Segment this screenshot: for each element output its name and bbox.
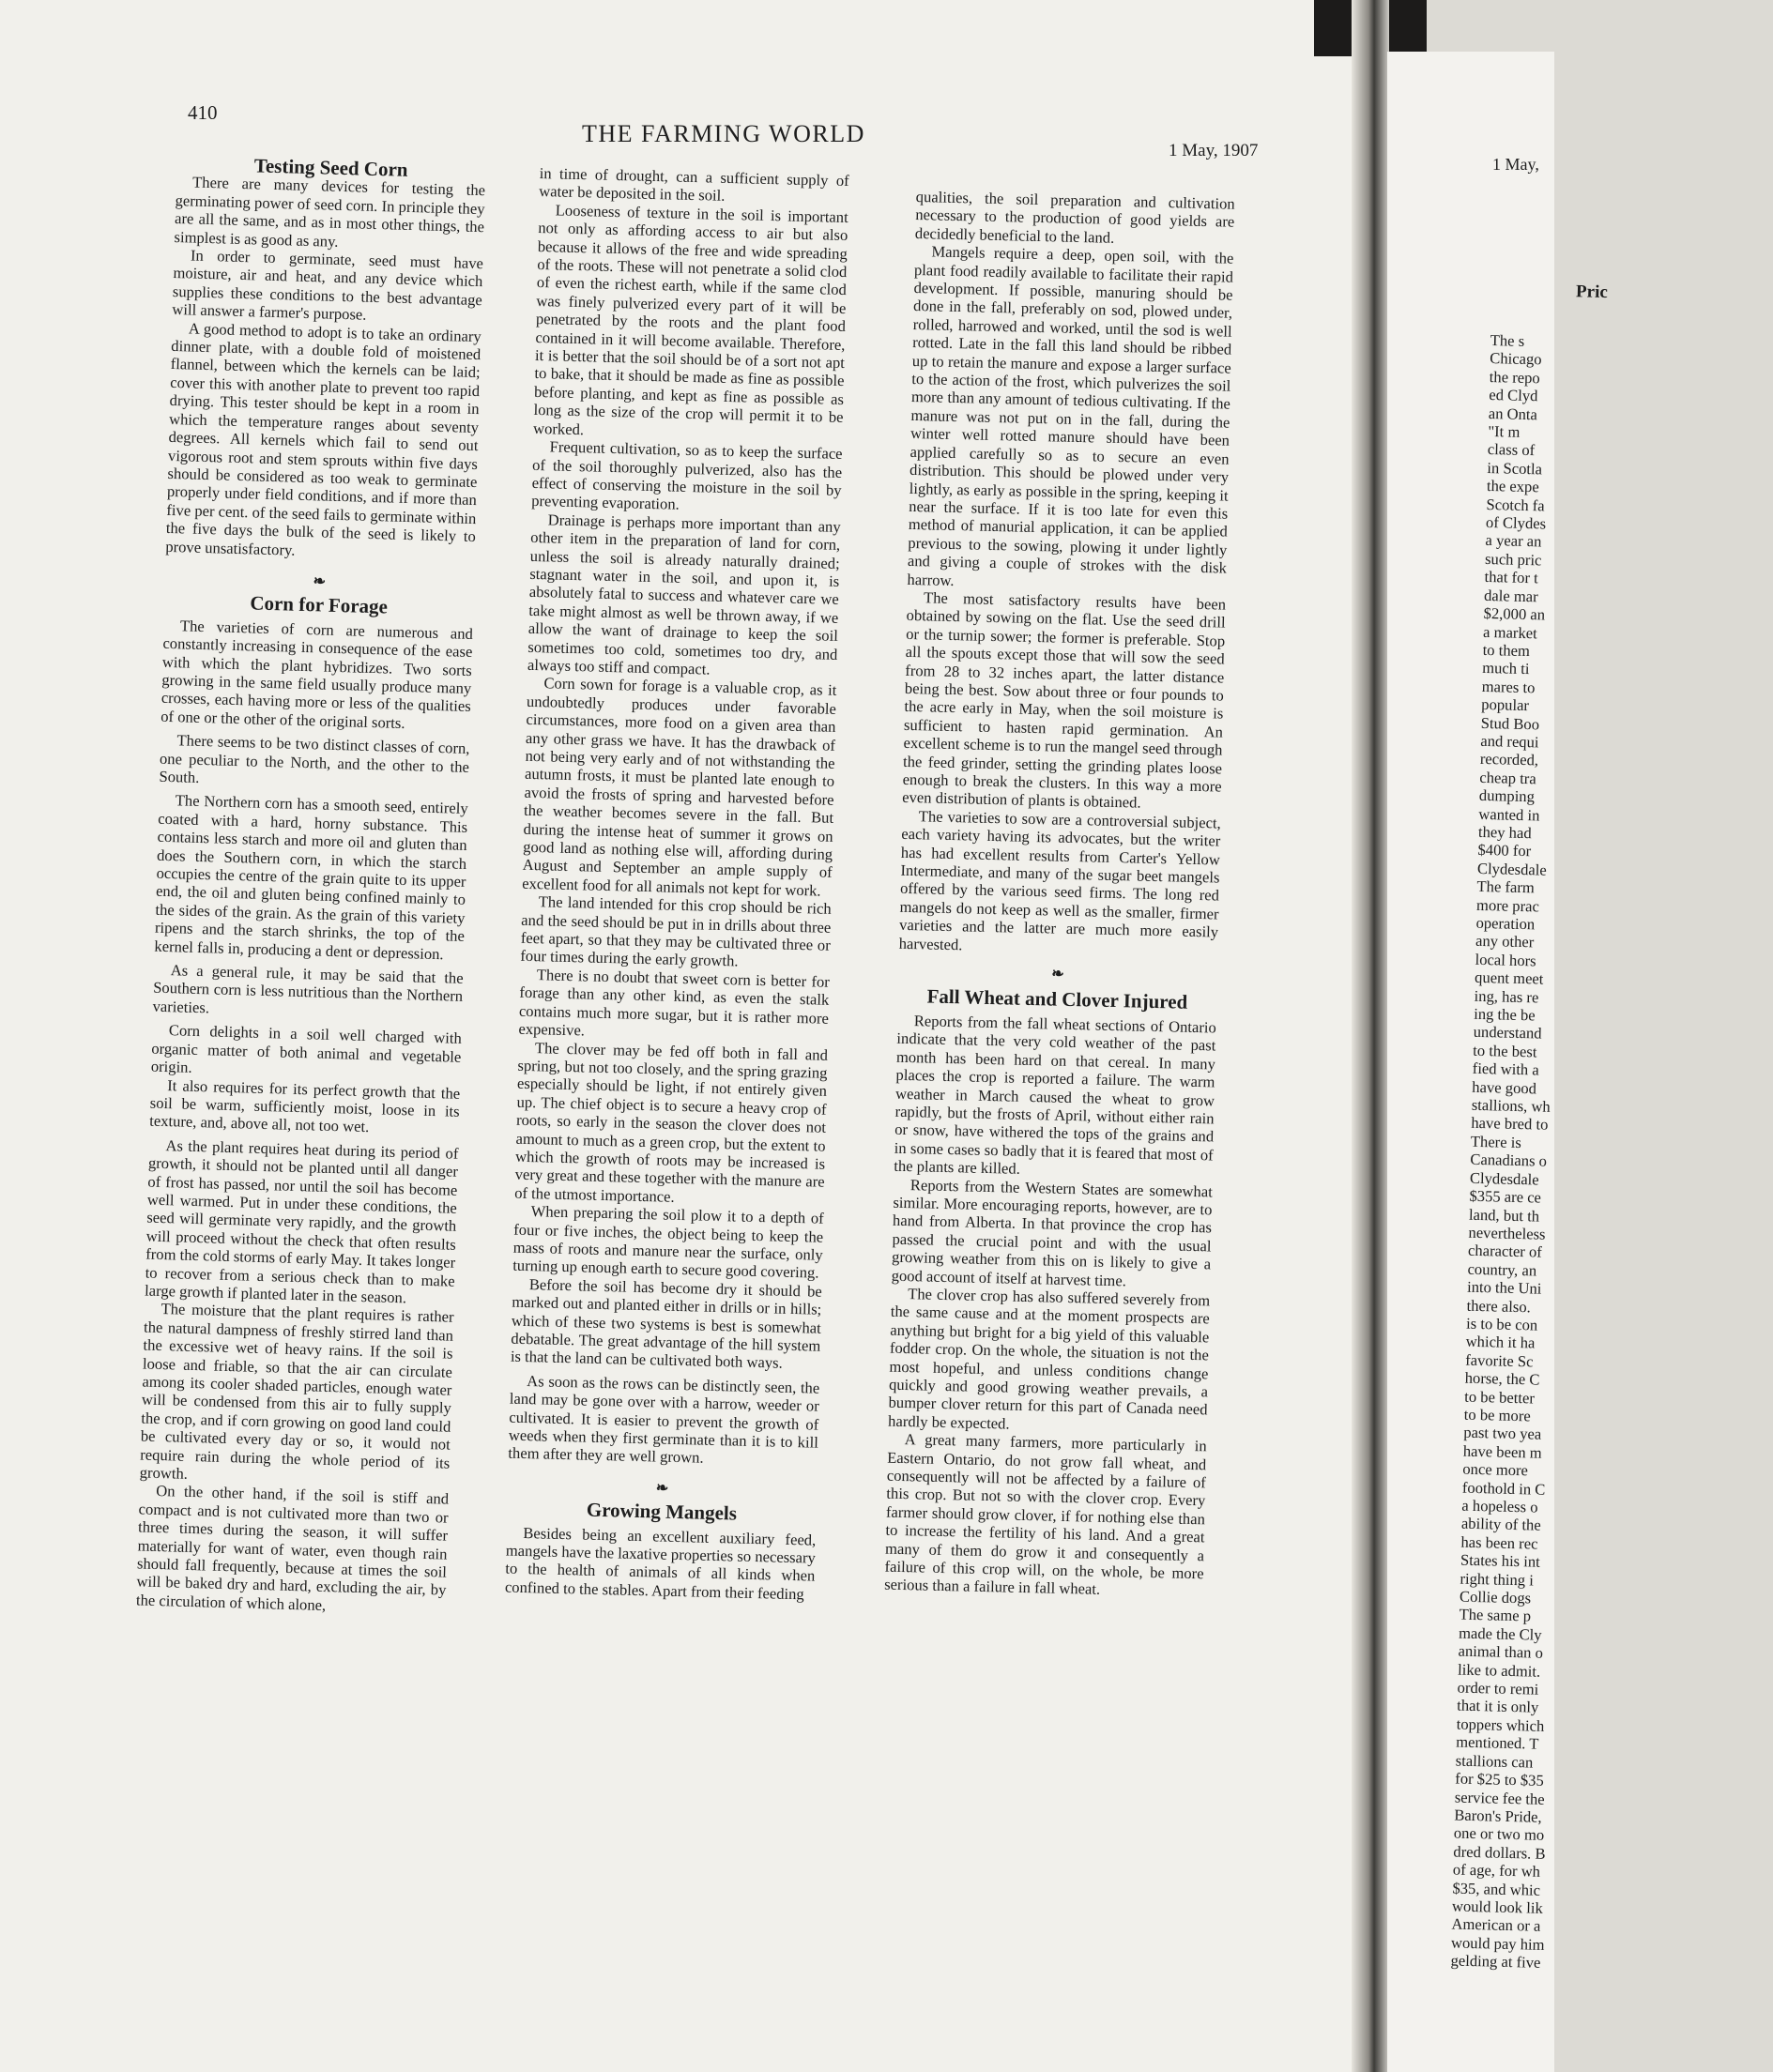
facing-page-line: foothold in C (1461, 1478, 1546, 1499)
paragraph: It also requires for its perfect growth that the soil be warm, sufficiently moist, loose in its texture, and, above all, not too wet. (148, 1075, 461, 1136)
facing-page-line: Chicago (1490, 349, 1542, 369)
column-3 (884, 188, 1235, 1601)
facing-page-line: horse, the C (1464, 1368, 1540, 1389)
paragraph: Corn sown for forage is a valuable crop, as it undoubtedly produces under favorable circumstances, more food on a given area than any other grass we have. It has the drawback of not being very early and of not withstanding the autumn frosts, it must be planted late enough to avoid the frosts of spring and harvested before the weather becomes severe in the fall. But during the intense heat of summer it grows on good land as nothing else will, affording during August and September an ample supply of excellent food for all animals not kept for work. (522, 674, 837, 900)
facing-page-line: animal than o (1458, 1641, 1544, 1663)
facing-page-line: mentioned. T (1456, 1732, 1539, 1753)
section-ornament: ❧ (313, 573, 327, 590)
facing-page-line: nevertheless (1468, 1223, 1546, 1243)
facing-page-line: $400 for (1477, 841, 1532, 861)
paragraph: The clover crop has also suffered severely from the same cause and at the moment prospects are anything but bright for a big yield of this valuable fodder crop. On the whole, the situation is not the most hopeful, and unless conditions change quickly and good growing weather prevails, a bumper clover return for this part of Canada need hardly be expected. (887, 1285, 1211, 1433)
facing-page-line: of Clydes (1485, 513, 1547, 533)
paragraph: As soon as the rows can be distinctly seen, the land may be gone over with a harrow, weeder or cultivated. It is easier to prevent the growth of weeds when they first germinate than it is to kill them after they are well grown. (508, 1371, 820, 1468)
facing-page-line: There is (1470, 1132, 1522, 1151)
paragraph: A great many farmers, more particularly in Eastern Ontario, do not grow fall wheat, and consequently will not be affected by a failure of this crop. But not so with the clover crop. Every farmer should grow clover, if for nothing else than to increase the fertility of his land. And a great many of them do grow it and consequently a failure of this crop will, on the whole, be more serious than a failure in fall wheat. (884, 1430, 1207, 1599)
facing-page-line: dred dollars. B (1453, 1842, 1546, 1863)
facing-page-line: country, an (1467, 1259, 1537, 1280)
facing-page-line: Collie dogs (1459, 1587, 1532, 1607)
facing-page-line: Clydesdale (1476, 859, 1547, 879)
facing-page-line: The farm (1476, 877, 1536, 897)
facing-page (1387, 52, 1609, 2072)
facing-page-line: fied with a (1472, 1059, 1539, 1079)
paragraph: On the other hand, if the soil is stiff and compact and is not cultivated more than two or three times during the season, it will suffer materially for want of water, even though rain should fall frequently, because at times the soil will be baked dry and hard, excluding the air, by the circulation of which alone, (135, 1482, 450, 1614)
facing-page-line: to them (1482, 640, 1531, 661)
column-1 (136, 155, 486, 1618)
facing-page-line: stallions, wh (1471, 1095, 1551, 1116)
facing-page-line: American or a (1451, 1914, 1541, 1936)
facing-page-line: more prac (1475, 895, 1540, 916)
facing-page-line: Scotch fa (1486, 495, 1545, 515)
facing-page-line: such pric (1484, 549, 1542, 570)
facing-page-line: ability of the (1460, 1515, 1541, 1535)
facing-page-date: 1 May, (1492, 155, 1539, 174)
facing-page-line: have been m (1462, 1441, 1542, 1462)
facing-page-line: a market (1482, 622, 1537, 642)
facing-page-line: dumping (1478, 786, 1536, 806)
paragraph: Reports from the Western States are somewhat similar. More encouraging reports, however, are to hand from Alberta. In that province the crop has passed the crucial point and with the usual growing weather from this on is likely to give a good account of itself at harvest time. (891, 1175, 1214, 1289)
paragraph: The clover may be fed off both in fall and spring, but not too closely, and the spring grazing especially should be light, if not entirely given up. The chief object is to secure a heavy crop of roots, so early in the season the clover does not amount to much as a green crop, but the extent to which the growth of roots may be increased is very great and these together with the manure are of the utmost importance. (513, 1038, 829, 1206)
facing-page-line: wanted in (1478, 804, 1540, 824)
paragraph: Frequent cultivation, so as to keep the surface of the soil thoroughly pulverized, also has the effect of conserving the moisture in the soil by preventing evaporation. (531, 437, 843, 514)
facing-page-line: a year an (1485, 531, 1542, 551)
facing-page-line: has been rec (1460, 1532, 1538, 1553)
facing-page-line: an Onta (1488, 404, 1538, 423)
paragraph: The most satisfactory results have been obtained by sowing on the flat. Use the seed drill or the turnip sower; the former is preferable. Stop all the spouts except those that will sow the seed from 28 to 32 inches apart, the latter distance being the best. Sow about three or four pounds to the acre early in May, when the soil moisture is sufficient to hasten rapid germination. An excellent scheme is to run the mangel seed through the feed grinder, setting the grinding plates loose enough to break the clusters. In this way a more even distribution of plants is obtained. (902, 588, 1227, 813)
heading-fall-wheat-clover: Fall Wheat and Clover Injured (926, 984, 1188, 1014)
facing-page-line: like to admit. (1457, 1660, 1541, 1681)
paragraph: Mangels require a deep, open soil, with the plant food readily available to facilitate their rapid development. If possible, manuring should be done in the fall, preferably on sod, plowed under, rolled, harrowed and worked, until the sod is well rotted. Late in the fall this land should be ribbed up to retain the manure and expose a larger surface to the action of the frost, which pulverizes the soil more than any amount of tedious cultivating. If the manure was not put on in the fall, during the winter well rotted manure should have been applied carefully so as to secure an even distribution. This should be plowed under very lightly, as early as possible in the spring, keeping it near the surface. If it is too late for even this method of manurial application, it can be applied previous to the sowing, plowing it under lightly and giving a couple of strokes with the disk harrow. (907, 242, 1234, 589)
facing-page-line: any other (1475, 932, 1535, 952)
paragraph: There are many devices for testing the germinating power of seed corn. In principle they are all the same, and as in most other things, the simplest is as good as any. (174, 173, 486, 251)
facing-page-line: ing, has re (1474, 986, 1539, 1007)
paragraph: qualities, the soil preparation and cultivation necessary to the production of good yields are decidedly beneficial to the land. (914, 188, 1235, 247)
facing-page-line: class of (1487, 440, 1536, 460)
paragraph: Corn delights in a soil well charged with organic matter of both animal and vegetable origin. (150, 1021, 463, 1076)
paragraph: in time of drought, can a sufficient supply of water be deposited in the soil. (539, 164, 849, 206)
facing-page-line: favorite Sc (1464, 1350, 1534, 1371)
facing-page-lines (1450, 331, 1772, 1976)
heading-corn-for-forage: Corn for Forage (250, 591, 389, 618)
facing-page-line: $35, and whic (1452, 1879, 1541, 1899)
facing-page-line: that it is only (1456, 1697, 1539, 1717)
facing-page-line: there also. (1466, 1296, 1532, 1316)
issue-date: 1 May, 1907 (1169, 141, 1259, 160)
facing-page-line: $2,000 an (1483, 604, 1546, 624)
facing-page-line: "It m (1488, 422, 1521, 441)
column-2 (505, 164, 849, 1604)
facing-page-line: the repo (1489, 367, 1540, 388)
facing-page-line: stallions can (1455, 1751, 1534, 1772)
section-ornament: ❧ (655, 1480, 669, 1497)
facing-page-line: which it ha (1465, 1333, 1536, 1352)
running-title: THE FARMING WORLD (582, 120, 865, 147)
paragraph: Reports from the fall wheat sections of Ontario indicate that the very cold weather of the past month has been hard on that cereal. In many places the crop is reported a failure. The warm weather in March caused the wheat to grow rapidly, but the frosts of April, without either rain or snow, have withered the tops of the grains and in some cases so badly that it is feared that most of the plants are killed. (894, 1012, 1216, 1178)
facing-page-line: Canadians o (1470, 1150, 1548, 1171)
section-ornament: ❧ (1051, 966, 1064, 983)
facing-page-line: cheap tra (1479, 768, 1536, 788)
facing-page-line: the expe (1486, 477, 1539, 496)
facing-page-line: The s (1490, 331, 1525, 350)
facing-page-line: is to be con (1465, 1314, 1538, 1334)
heading-testing-seed-corn: Testing Seed Corn (253, 154, 408, 181)
paragraph: The varieties of corn are numerous and constantly increasing in consequence of the ease with which the plant hybridizes. Two sorts growing in the same field usually produce many crosses, each having more or less of the qualities of one or the other of the original sorts. (160, 617, 474, 732)
facing-page-line: one or two mo (1453, 1823, 1545, 1845)
paragraph: Drainage is perhaps more important than any other item in the preparation of land for corn, unless the soil is already naturally drained; stagnant water in the soil, and upon it, is absolutely fatal to success and whatever care we take might almost as well be thrown away, if we allow the want of drainage to keep the soil sometimes too cold, sometimes too dry, and always too stiff and compact. (527, 510, 841, 678)
facing-page-line: service fee the (1454, 1788, 1545, 1808)
paragraph: A good method to adopt is to take an ordinary dinner plate, with a double fold of moistened flannel, between which the kernels can be laid; cover this with another plate to prevent too rapid drying. This tester should be kept in a room in which the temperature ranges about seventy degrees. All kernels which fail to send out vigorous root and stem sprouts within five days should be considered as too weak to germinate properly under field conditions, and if more than five per cent. of the seed fails to germinate within the five days the bulk of the seed is likely to prove unsatisfactory. (165, 319, 481, 559)
facing-page-heading: Pric (1575, 282, 1609, 303)
facing-page-line: gelding at five (1450, 1951, 1541, 1972)
facing-page-line: toppers which (1456, 1714, 1545, 1735)
facing-page-line: recorded, (1479, 750, 1539, 769)
paragraph: There is no doubt that sweet corn is better for forage than any other kind, as even the stalk contains much more sugar, but it is rather more expensive. (518, 966, 831, 1040)
facing-page-line: order to remi (1457, 1678, 1539, 1699)
heading-growing-mangels: Growing Mangels (586, 1498, 738, 1525)
facing-page-line: have bred to (1471, 1114, 1549, 1135)
facing-page-line: dale mar (1483, 586, 1538, 606)
facing-page-line: mares to (1481, 677, 1536, 696)
paragraph: Looseness of texture in the soil is important not only as affording access to air but also because it allows of the free and wide spreading of the roots. These will not penetrate a solid clod of even the richest earth, while if the same clod was finely pulverized every part of it will be penetrated by the roots and the plant food contained in it will become available. Therefore, it is better that the soil should be of a sort not apt to bake, that it should be made as fine as possible before planting, and kept as fine as possible as long as the size of the crop will permit it to be worked. (532, 201, 848, 438)
facing-page-line: Stud Boo (1480, 713, 1540, 733)
facing-page-line: Clydesdale (1469, 1168, 1539, 1189)
paragraph: The varieties to sow are a controversial subject, each variety having its advocates, but the writer has had excellent results from Carter's Yellow Intermediate, and many of the sugar beet mangels offered by the various seed firms. The long red mangels do not keep as well as the smaller, firmer varieties and the latter are much more easily harvested. (898, 807, 1221, 953)
facing-page-line: States his int (1460, 1550, 1541, 1571)
facing-page-line: operation (1475, 913, 1536, 934)
facing-page-line: character of (1467, 1242, 1543, 1261)
paragraph: The moisture that the plant requires is rather the natural dampness of freshly stirred land than the excessive wet of heavy rains. If the soil is loose and friable, so that the air can circulate among its cooler shaded particles, enough water will be condensed from this air to fully supply the crop, and if corn growing on good land could be cultivated every day or so, it would not require rain during the whole period of its growth. (139, 1300, 454, 1483)
page-number: 410 (188, 101, 218, 124)
facing-page-line: to be better (1464, 1387, 1536, 1408)
facing-page-line: to be more (1463, 1405, 1531, 1425)
facing-page-line: into the Uni (1466, 1277, 1542, 1298)
facing-page-line: and requi (1480, 731, 1539, 752)
facing-page-line: right thing i (1460, 1569, 1535, 1590)
facing-page-line: a hopeless o (1461, 1496, 1538, 1516)
facing-page-line: have good (1472, 1077, 1537, 1098)
facing-page-line: they had (1477, 822, 1532, 843)
facing-page-line: much ti (1482, 659, 1530, 678)
facing-page-line: ing the be (1473, 1004, 1536, 1025)
facing-page-line: understand (1473, 1023, 1542, 1043)
facing-page-line: past two yea (1463, 1424, 1542, 1444)
paragraph: When preparing the soil plow it to a depth of four or five inches, the object being to keep the mass of roots and manure near the surface, only turning up enough earth to secure good covering. (512, 1202, 824, 1282)
facing-page-line: land, but th (1468, 1205, 1540, 1226)
paragraph: As the plant requires heat during its period of growth, it should not be planted until all danger of frost has passed, nor until the soil has become well warmed. Put in under these conditions, the seed will germinate very rapidly, and the growth will proceed without the check that often results from the cold storms of early May. It takes longer to recover from a serious check than to make large growth if planted later in the season. (144, 1135, 459, 1307)
facing-page-line: would pay him (1450, 1933, 1545, 1954)
facing-page-line: Baron's Pride, (1454, 1805, 1542, 1826)
paragraph: Besides being an excellent auxiliary feed, mangels have the laxative properties so necessary to the health of animals of all kinds when confined to the stables. Apart from their feeding (504, 1523, 817, 1604)
facing-page-line: once more (1462, 1459, 1529, 1480)
facing-page-line: popular (1481, 695, 1530, 715)
facing-page-line: ed Clyd (1489, 386, 1538, 405)
facing-page-line: quent meet (1474, 968, 1544, 988)
paragraph: Before the soil has become dry it should be marked out and planted either in drills or in hills; which of these two systems is best is somewhat debatable. The great advantage of the hill system is that the land can be cultivated both ways. (510, 1274, 822, 1373)
facing-page-line: for $25 to $35 (1455, 1769, 1544, 1790)
facing-page-line: that for t (1484, 568, 1538, 587)
paragraph: The land intended for this crop should be rich and the seed should be put in in drills about three feet apart, so that they may be cultivated three or four times during the early growth. (520, 892, 832, 970)
facing-page-line: would look lik (1451, 1897, 1544, 1917)
facing-page-line: The same p (1459, 1606, 1532, 1625)
paragraph: As a general rule, it may be said that the Southern corn is less nutritious than the Northern varieties. (152, 961, 464, 1017)
facing-page-line: $355 are ce (1469, 1186, 1542, 1207)
paragraph: The Northern corn has a smooth seed, entirely coated with a hard, horny substance. This contains less starch and more oil and gluten than does the Southern corn, in which the starch occupies the centre of the grain quite to its upper end, the oil and gluten being confined mainly to the sides of the grain. As the grain of this variety ripens and the starch shrinks, the top of the kernel falls in, producing a dent or depression. (154, 791, 468, 963)
paragraph: In order to germinate, seed must have moisture, air and heat, and any device which supplies these conditions to the best advantage will answer a farmer's purpose. (172, 246, 484, 324)
facing-page-line: to the best (1473, 1041, 1537, 1061)
paragraph: There seems to be two distinct classes of corn, one peculiar to the North, and the other to the South. (159, 731, 470, 786)
book-gutter (1352, 0, 1389, 2072)
facing-page-line: in Scotla (1487, 458, 1543, 479)
facing-page-line: of age, for wh (1452, 1860, 1541, 1881)
facing-page-line: made the Cly (1458, 1623, 1542, 1644)
facing-page-column (1450, 282, 1772, 1976)
facing-page-line: local hors (1475, 950, 1536, 970)
